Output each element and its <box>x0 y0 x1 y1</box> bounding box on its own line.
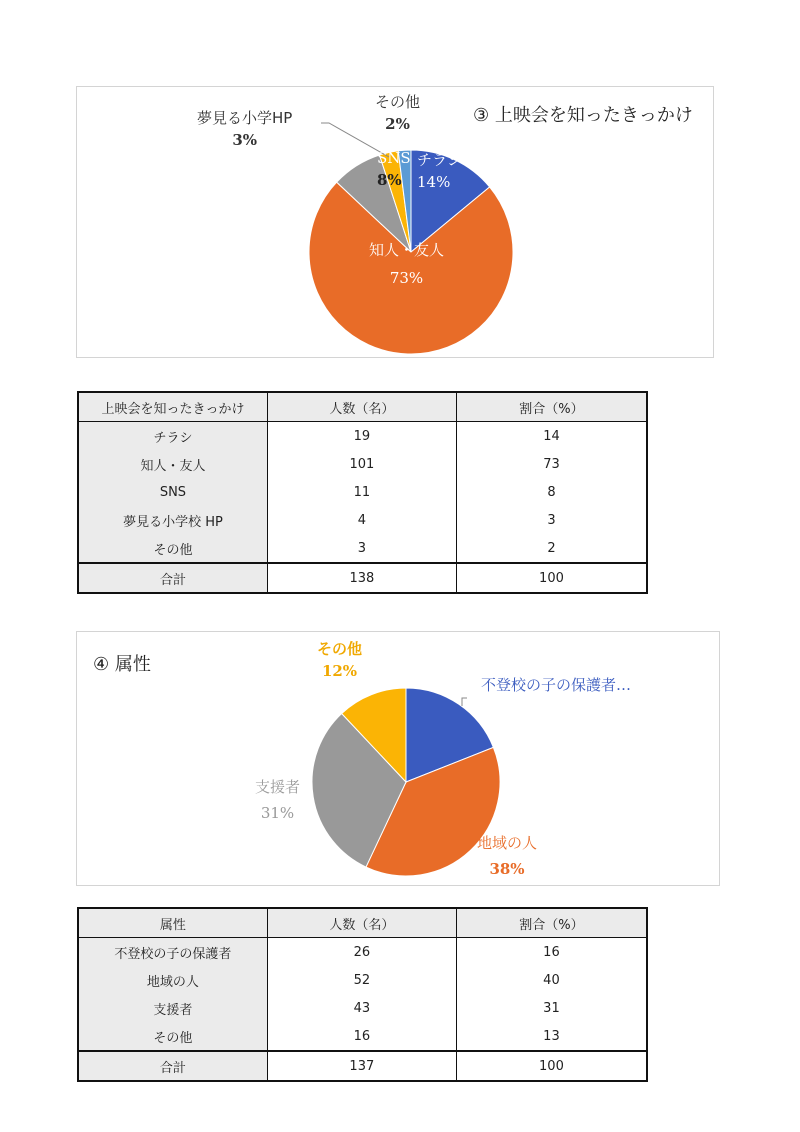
table-cell: 合計 <box>78 563 267 593</box>
table-cell: 不登校の子の保護者 <box>78 938 267 967</box>
table-row <box>78 422 647 451</box>
data-label-flyer: チラシ 14% <box>417 151 463 191</box>
table-cell: 101 <box>267 450 456 478</box>
table-row <box>78 506 647 534</box>
table-cell: 16 <box>267 1022 456 1051</box>
chart-frame-attributes <box>76 631 720 886</box>
table-cell: 13 <box>543 1028 560 1044</box>
table-cell: 夢見る小学校 HP <box>78 506 267 534</box>
table-cell: 73 <box>543 456 560 472</box>
table-cell: チラシ <box>78 422 267 451</box>
table-cell: 支援者 <box>78 994 267 1022</box>
chart-title-attributes: ④ 属性 <box>93 654 151 675</box>
table-row <box>78 994 647 1022</box>
table-cell: 100 <box>456 563 647 593</box>
table-cell: 137 <box>267 1051 456 1081</box>
data-label-other: その他 2% <box>375 93 421 133</box>
data-label-other: その他 12% <box>317 640 363 680</box>
table-header: 割合（%） <box>456 392 647 422</box>
table-row <box>78 450 647 478</box>
table-row <box>78 1022 647 1051</box>
table-total-row <box>78 563 647 593</box>
table-row <box>78 534 647 563</box>
table-cell: 19 <box>267 422 456 451</box>
chart-title-awareness: ③ 上映会を知ったきっかけ <box>473 105 693 126</box>
table-header: 上映会を知ったきっかけ <box>78 392 267 422</box>
pie-chart-attributes <box>77 632 719 885</box>
table-cell: その他 <box>78 534 267 563</box>
table-cell: 26 <box>267 938 456 967</box>
data-label-friends: 知人・友人 73% <box>369 241 445 287</box>
table-cell: 3 <box>267 534 456 563</box>
table-header: 人数（名） <box>267 392 456 422</box>
data-label-hp: 夢見る小学HP 3% <box>197 109 293 149</box>
table-cell: 8 <box>547 484 556 500</box>
table-row <box>78 966 647 994</box>
table-cell: 31 <box>543 1000 560 1016</box>
table-row <box>78 938 647 967</box>
table-cell: 52 <box>267 966 456 994</box>
table-cell: SNS <box>78 478 267 506</box>
table-cell: 138 <box>267 563 456 593</box>
table-cell: 16 <box>543 944 560 960</box>
table-cell: 11 <box>267 478 456 506</box>
leader-line <box>462 698 467 706</box>
table-cell: 40 <box>543 972 560 988</box>
table-cell: 地域の人 <box>78 966 267 994</box>
data-label-supporters: 支援者 31% <box>255 778 301 822</box>
table-cell: 合計 <box>78 1051 267 1081</box>
data-label-community: 地域の人 38% <box>477 834 538 878</box>
chart-frame-awareness <box>76 86 714 358</box>
table-cell: 2 <box>547 540 556 556</box>
table-cell: 14 <box>543 428 560 444</box>
table-cell: 100 <box>456 1051 647 1081</box>
table-header: 属性 <box>78 908 267 938</box>
table-total-row <box>78 1051 647 1081</box>
table-awareness <box>77 391 648 594</box>
table-row <box>78 478 647 506</box>
table-cell: その他 <box>78 1022 267 1051</box>
table-attributes <box>77 907 648 1082</box>
table-header: 割合（%） <box>456 908 647 938</box>
table-cell: 4 <box>267 506 456 534</box>
data-label-parents: 不登校の子の保護者… <box>481 676 632 694</box>
table-header: 人数（名） <box>267 908 456 938</box>
table-cell: 3 <box>547 512 556 528</box>
table-cell: 43 <box>267 994 456 1022</box>
data-label-sns: SNS 8% <box>377 149 411 189</box>
table-cell: 知人・友人 <box>78 450 267 478</box>
